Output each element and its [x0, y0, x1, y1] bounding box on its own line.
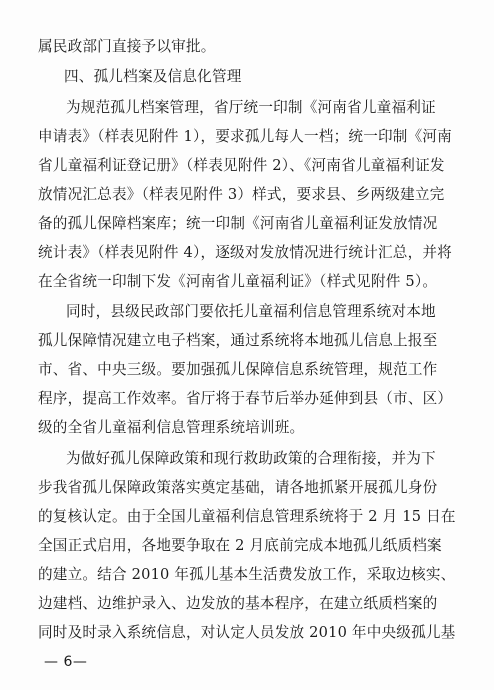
text-line: 同时及时录入系统信息，对认定人员发放 2010 年中央级孤儿基 — [38, 624, 456, 641]
text-line: 程序，提高工作效率。省厅将于春节后举办延伸到县（市、区） — [38, 390, 453, 407]
text-line: 的建立。结合 2010 年孤儿基本生活费发放工作，采取边核实、 — [38, 566, 456, 583]
text-line: 的复核认定。由于全国儿童福利信息管理系统将于 2 月 15 日在 — [38, 508, 456, 525]
text-line: 孤儿保障情况建立电子档案，通过系统将本地孤儿信息上报至 — [38, 332, 438, 349]
text-line: 同时，县级民政部门要依托儿童福利信息管理系统对本地 — [66, 303, 436, 320]
text-line: 步我省孤儿保障政策落实奠定基础，请各地抓紧开展孤儿身份 — [38, 479, 438, 496]
text-line: 省儿童福利证登记册》（样表见附件 2）、《河南省儿童福利证发 — [38, 157, 445, 174]
text-line: 边建档、边维护录入、边发放的基本程序，在建立纸质档案的 — [38, 595, 438, 612]
text-line: 全国正式启用，各地要争取在 2 月底前完成本地孤儿纸质档案 — [38, 537, 442, 554]
text-line: 市、省、中央三级。要加强孤儿保障信息系统管理，规范工作 — [38, 361, 438, 378]
page-number: — 6— — [44, 654, 88, 670]
text-line: 级的全省儿童福利信息管理系统培训班。 — [38, 419, 305, 436]
text-line: 备的孤儿保障档案库；统一印制《河南省儿童福利证发放情况 — [38, 215, 438, 232]
text-line: 放情况汇总表》（样表见附件 3）样式，要求县、乡两级建立完 — [38, 186, 445, 203]
text-line: 在全省统一印制下发《河南省儿童福利证》（样式见附件 5）。 — [38, 273, 438, 290]
text-line: 属民政部门直接予以审批。 — [38, 38, 216, 55]
text-line: 申请表》（样表见附件 1），要求孤儿每人一档；统一印制《河南 — [38, 128, 452, 145]
text-line: 统计表》（样表见附件 4），逐级对发放情况进行统计汇总，并将 — [38, 244, 452, 261]
text-line: 为规范孤儿档案管理，省厅统一印制《河南省儿童福利证 — [66, 99, 436, 116]
text-line: 为做好孤儿保障政策和现行救助政策的合理衔接，并为下 — [66, 450, 436, 467]
section-heading: 四、孤儿档案及信息化管理 — [64, 68, 242, 85]
